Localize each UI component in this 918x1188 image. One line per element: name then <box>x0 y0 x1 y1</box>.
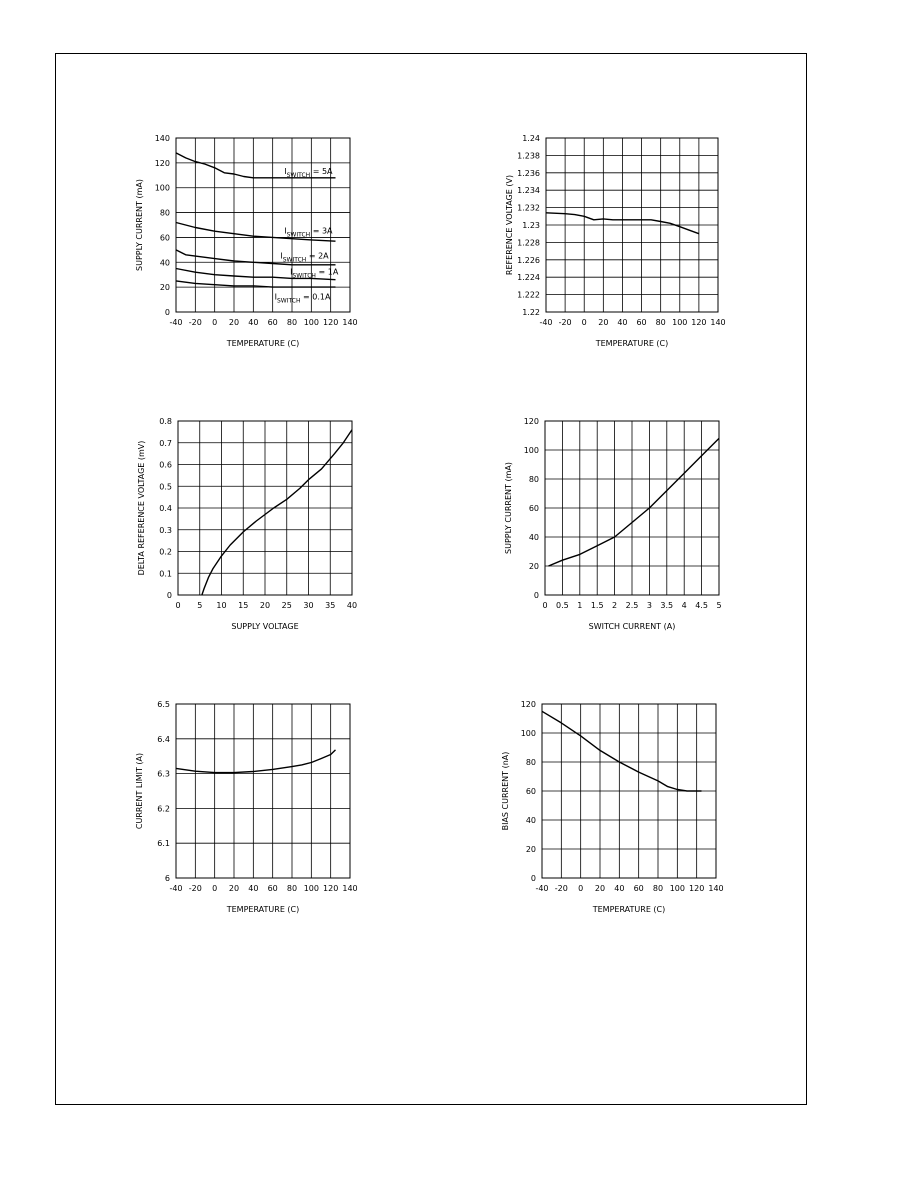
x-tick-label: 80 <box>655 318 666 327</box>
x-axis-label: TEMPERATURE (C) <box>595 339 669 348</box>
y-tick-label: 1.222 <box>517 290 540 300</box>
y-tick-label: 120 <box>520 700 536 709</box>
chart-1 <box>135 134 358 348</box>
y-tick-label: 80 <box>525 758 536 767</box>
y-tick-label: 100 <box>523 446 539 455</box>
x-tick-label: 100 <box>303 318 319 327</box>
x-tick-label: -40 <box>535 884 549 893</box>
series-annotation: $I_{SWITCH} = 2A$ <box>280 251 329 264</box>
x-tick-label: -20 <box>188 318 202 327</box>
x-axis-label: TEMPERATURE (C) <box>226 339 300 348</box>
x-tick-label: 0 <box>212 884 218 893</box>
x-tick-label: 10 <box>216 601 227 610</box>
x-tick-label: 20 <box>228 884 240 893</box>
x-tick-label: 140 <box>342 318 358 327</box>
x-tick-label: 2 <box>612 601 618 610</box>
y-tick-label: 6.4 <box>157 734 170 744</box>
chart-2 <box>505 134 726 348</box>
x-tick-label: 140 <box>342 884 358 893</box>
x-tick-label: 120 <box>323 884 339 893</box>
y-tick-label: 6.5 <box>157 700 170 709</box>
y-tick-label: 1.23 <box>522 221 540 230</box>
x-tick-label: 0 <box>175 601 181 610</box>
x-tick-label: 140 <box>710 318 726 327</box>
y-tick-label: 80 <box>159 208 170 218</box>
y-tick-label: 1.236 <box>517 168 540 178</box>
x-tick-label: 15 <box>238 601 249 610</box>
x-tick-label: 140 <box>708 884 724 893</box>
y-tick-label: 0.2 <box>159 547 172 557</box>
series-annotation: $I_{SWITCH} = 1A$ <box>290 267 339 280</box>
x-tick-label: 1.5 <box>590 601 604 610</box>
x-tick-label: 120 <box>691 318 707 327</box>
x-tick-label: 60 <box>633 884 644 893</box>
y-tick-label: 1.238 <box>517 151 540 161</box>
y-tick-label: 0.3 <box>159 525 172 535</box>
x-tick-label: 40 <box>614 884 625 893</box>
y-tick-label: 1.226 <box>517 255 540 265</box>
y-axis-label: BIAS CURRENT (nA) <box>501 751 510 831</box>
chart-3 <box>137 417 357 631</box>
x-tick-label: -40 <box>539 318 553 327</box>
y-tick-label: 1.234 <box>517 186 540 196</box>
chart-6 <box>501 700 724 914</box>
x-tick-label: 0.5 <box>556 601 569 610</box>
y-tick-label: 60 <box>159 233 170 243</box>
y-tick-label: 0 <box>533 591 539 600</box>
y-tick-label: 1.224 <box>517 273 540 283</box>
series-annotation: $I_{SWITCH} = 5A$ <box>284 167 333 180</box>
series-annotation: $I_{SWITCH} = 0.1A$ <box>274 292 331 305</box>
y-axis-label: SUPPLY CURRENT (mA) <box>135 179 144 271</box>
x-tick-label: 0 <box>578 884 584 893</box>
x-tick-label: -40 <box>169 318 183 327</box>
x-tick-label: 40 <box>617 318 628 327</box>
x-tick-label: 60 <box>636 318 647 327</box>
y-tick-label: 6.3 <box>157 769 170 779</box>
x-tick-label: 40 <box>346 601 358 610</box>
chart-5 <box>135 700 358 914</box>
y-tick-label: 40 <box>159 258 170 268</box>
x-tick-label: -20 <box>188 884 202 893</box>
y-tick-label: 1.22 <box>522 308 540 317</box>
x-tick-label: 3.5 <box>660 601 674 610</box>
x-tick-label: 1 <box>577 601 583 610</box>
y-tick-label: 6.1 <box>157 839 170 849</box>
y-tick-label: 0.5 <box>159 482 172 492</box>
y-tick-label: 1.24 <box>522 134 540 143</box>
x-tick-label: 60 <box>267 884 278 893</box>
x-tick-label: 20 <box>259 601 271 610</box>
x-tick-label: 120 <box>689 884 705 893</box>
y-axis-label: SUPPLY CURRENT (mA) <box>504 462 513 554</box>
x-tick-label: 2.5 <box>625 601 639 610</box>
x-axis-label: TEMPERATURE (C) <box>592 905 666 914</box>
x-tick-label: 4.5 <box>695 601 708 610</box>
y-axis-label: REFERENCE VOLTAGE (V) <box>505 174 514 276</box>
x-tick-label: 100 <box>303 884 319 893</box>
y-tick-label: 120 <box>523 417 539 426</box>
x-tick-label: -20 <box>554 884 568 893</box>
y-tick-label: 6.2 <box>157 804 170 814</box>
x-tick-label: 100 <box>672 318 688 327</box>
x-axis-label: SUPPLY VOLTAGE <box>231 622 299 631</box>
y-tick-label: 120 <box>154 158 170 168</box>
series-line-1 <box>202 430 352 595</box>
y-tick-label: 20 <box>159 283 170 293</box>
x-tick-label: -40 <box>169 884 183 893</box>
series-annotation: $I_{SWITCH} = 3A$ <box>284 226 333 239</box>
y-tick-label: 0 <box>166 591 172 600</box>
x-tick-label: -20 <box>558 318 572 327</box>
y-tick-label: 0.1 <box>159 569 172 579</box>
chart-4 <box>504 417 722 631</box>
x-tick-label: 40 <box>248 318 259 327</box>
x-tick-label: 0 <box>212 318 218 327</box>
x-tick-label: 0 <box>542 601 548 610</box>
x-tick-label: 35 <box>325 601 336 610</box>
x-tick-label: 20 <box>594 884 606 893</box>
x-tick-label: 30 <box>303 601 314 610</box>
y-tick-label: 1.228 <box>517 238 540 248</box>
y-tick-label: 80 <box>528 475 539 484</box>
plot-frame <box>176 704 350 878</box>
x-tick-label: 100 <box>669 884 685 893</box>
y-tick-label: 40 <box>525 816 536 825</box>
y-tick-label: 0 <box>530 874 536 883</box>
x-tick-label: 5 <box>197 601 203 610</box>
y-tick-label: 20 <box>525 845 536 854</box>
y-tick-label: 100 <box>520 729 536 738</box>
x-axis-label: TEMPERATURE (C) <box>226 905 300 914</box>
y-tick-label: 6 <box>164 874 170 883</box>
y-tick-label: 0 <box>164 308 170 317</box>
y-axis-label: DELTA REFERENCE VOLTAGE (mV) <box>137 440 146 576</box>
y-tick-label: 20 <box>528 562 539 571</box>
y-tick-label: 0.6 <box>159 460 172 470</box>
y-tick-label: 40 <box>528 533 539 542</box>
x-tick-label: 60 <box>267 318 278 327</box>
x-tick-label: 3 <box>646 601 652 610</box>
x-tick-label: 80 <box>286 318 298 327</box>
y-axis-label: CURRENT LIMIT (A) <box>135 752 144 830</box>
y-tick-label: 0.8 <box>159 417 172 426</box>
x-tick-label: 5 <box>716 601 722 610</box>
y-tick-label: 100 <box>154 183 170 193</box>
x-tick-label: 20 <box>598 318 609 327</box>
x-tick-label: 25 <box>281 601 292 610</box>
y-tick-label: 0.4 <box>159 504 172 513</box>
x-tick-label: 4 <box>681 601 687 610</box>
y-tick-label: 60 <box>528 504 539 513</box>
x-tick-label: 80 <box>652 884 664 893</box>
y-tick-label: 0.7 <box>159 438 172 448</box>
x-axis-label: SWITCH CURRENT (A) <box>588 622 676 631</box>
x-tick-label: 120 <box>323 318 339 327</box>
y-tick-label: 1.232 <box>517 203 540 213</box>
x-tick-label: 0 <box>581 318 587 327</box>
x-tick-label: 20 <box>228 318 240 327</box>
x-tick-label: 40 <box>248 884 259 893</box>
y-tick-label: 60 <box>525 787 536 796</box>
y-tick-label: 140 <box>154 134 170 143</box>
series-line-1 <box>549 438 720 566</box>
x-tick-label: 80 <box>286 884 298 893</box>
